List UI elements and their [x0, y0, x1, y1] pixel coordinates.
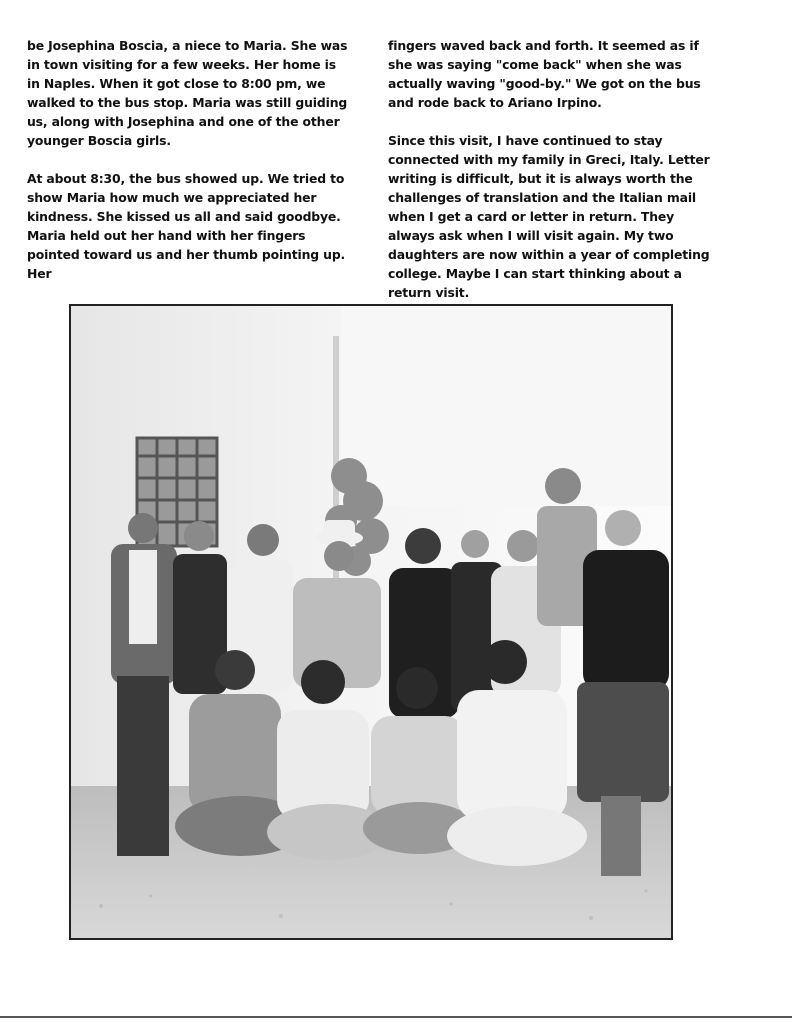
right-paragraph-2: Since this visit, I have continued to stay connected with my family in Greci, Italy. Letter writing is difficult, but it is always worth the challenges of translation and the Italian mail when I get a card or letter in return. They always ask when I will visit again. My two daughters are now within a year of completing college. Maybe I can start thinking about a return visit.: [388, 133, 710, 300]
article-right-column: [388, 36, 718, 321]
right-paragraph-1: fingers waved back and forth. It seemed as if she was saying "come back" when she was actually waving "good-by." We got on the bus and rode back to Ariano Irpino.: [388, 38, 701, 110]
left-paragraph-1: be Josephina Boscia, a niece to Maria. She was in town visiting for a few weeks. Her home is in Naples. When it got close to 8:00 pm, we walked to the bus stop. Maria was still guiding us, along with Josephina and one of the other younger Boscia girls.: [27, 38, 348, 148]
family-group-photo-icon: [71, 306, 671, 938]
left-paragraph-2: At about 8:30, the bus showed up. We tried to show Maria how much we appreciated her kindness. She kissed us all and said goodbye. Maria held out her hand with her fingers pointed toward us and her thumb pointing up. Her: [27, 171, 346, 281]
article-left-column: [27, 36, 352, 302]
family-group-photo: [69, 304, 673, 940]
page-bottom-rule: [0, 1016, 792, 1018]
